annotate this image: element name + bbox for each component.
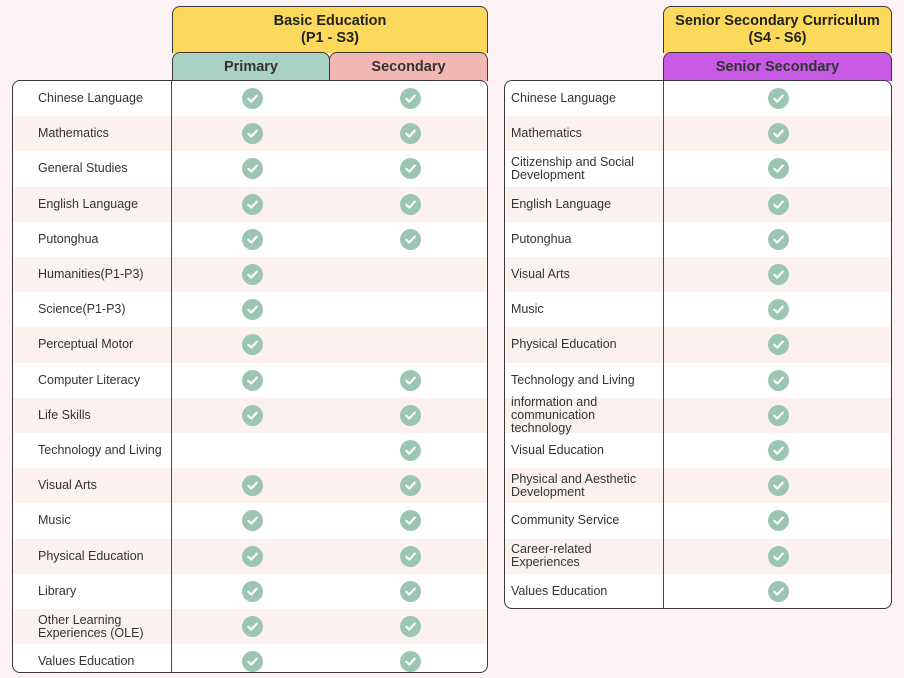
- secondary-check-icon: [400, 475, 421, 496]
- secondary-check-icon: [400, 440, 421, 461]
- table-row: [505, 468, 891, 503]
- table-row: [505, 327, 891, 362]
- senior-check-icon: [768, 264, 789, 285]
- primary-check-icon: [242, 370, 263, 391]
- basic-education-table: [12, 80, 488, 673]
- senior-check-icon: [768, 370, 789, 391]
- subject-label: Music: [38, 513, 71, 528]
- secondary-check-icon: [400, 581, 421, 602]
- subject-label: Putonghua: [511, 231, 572, 246]
- subject-label: Mathematics: [38, 126, 109, 141]
- table-row: [505, 539, 891, 574]
- senior-curriculum-title: Senior Secondary Curriculum: [675, 13, 880, 29]
- senior-curriculum-header: [663, 6, 892, 53]
- senior-check-icon: [768, 581, 789, 602]
- secondary-check-icon: [400, 405, 421, 426]
- subject-label: Physical Education: [38, 548, 144, 563]
- senior-check-icon: [768, 123, 789, 144]
- subject-label: Career-related Experiences: [511, 542, 592, 570]
- secondary-column-label: Secondary: [371, 59, 446, 75]
- subject-label: Physical Education: [511, 337, 617, 352]
- senior-check-icon: [768, 299, 789, 320]
- subject-label: Library: [38, 583, 77, 598]
- secondary-check-icon: [400, 651, 421, 672]
- subject-label: General Studies: [38, 161, 128, 176]
- table-row: [13, 222, 487, 257]
- basic-education-range: (P1 - S3): [300, 30, 359, 46]
- senior-check-icon: [768, 475, 789, 496]
- primary-check-icon: [242, 194, 263, 215]
- subject-label: Putonghua: [38, 231, 99, 246]
- subject-label: Mathematics: [511, 126, 582, 141]
- table-row: [13, 81, 487, 116]
- subject-label: Technology and Living: [511, 372, 635, 387]
- secondary-column-header: [329, 52, 488, 81]
- subject-label: Values Education: [38, 654, 135, 669]
- table-row: [505, 116, 891, 151]
- senior-check-icon: [768, 546, 789, 567]
- subject-label: Science(P1-P3): [38, 302, 126, 317]
- senior-check-icon: [768, 229, 789, 250]
- secondary-check-icon: [400, 370, 421, 391]
- subject-label: Technology and Living: [38, 443, 162, 458]
- senior-check-icon: [768, 88, 789, 109]
- table-row: [505, 503, 891, 538]
- primary-check-icon: [242, 651, 263, 672]
- senior-curriculum-table: [504, 80, 892, 609]
- primary-column-label: Primary: [223, 59, 278, 75]
- primary-check-icon: [242, 264, 263, 285]
- table-row: [13, 433, 487, 468]
- primary-check-icon: [242, 546, 263, 567]
- senior-check-icon: [768, 158, 789, 179]
- senior-check-icon: [768, 334, 789, 355]
- table-row: [505, 292, 891, 327]
- primary-check-icon: [242, 299, 263, 320]
- senior-check-icon: [768, 440, 789, 461]
- primary-column-header: [172, 52, 330, 81]
- secondary-check-icon: [400, 158, 421, 179]
- senior-check-icon: [768, 194, 789, 215]
- table-row: [13, 468, 487, 503]
- primary-check-icon: [242, 158, 263, 179]
- primary-check-icon: [242, 581, 263, 602]
- table-row: [13, 398, 487, 433]
- table-row: [505, 363, 891, 398]
- table-row: [505, 187, 891, 222]
- primary-check-icon: [242, 475, 263, 496]
- subject-label: Citizenship and Social Development: [511, 154, 634, 182]
- primary-check-icon: [242, 616, 263, 637]
- table-row: [13, 187, 487, 222]
- subject-label: Computer Literacy: [38, 372, 141, 387]
- subject-label: English Language: [38, 196, 139, 211]
- senior-check-icon: [768, 510, 789, 531]
- table-row: [13, 574, 487, 609]
- table-row: [13, 257, 487, 292]
- secondary-check-icon: [400, 194, 421, 215]
- subject-label: Visual Arts: [38, 478, 97, 493]
- secondary-check-icon: [400, 616, 421, 637]
- table-row: [505, 257, 891, 292]
- senior-secondary-column-label: Senior Secondary: [715, 59, 840, 75]
- table-row: [13, 292, 487, 327]
- primary-check-icon: [242, 88, 263, 109]
- secondary-check-icon: [400, 510, 421, 531]
- subject-label: Life Skills: [38, 407, 91, 422]
- subject-label: English Language: [511, 196, 612, 211]
- table-row: [505, 151, 891, 186]
- subject-label: Chinese Language: [38, 91, 143, 106]
- secondary-check-icon: [400, 546, 421, 567]
- table-row: [505, 81, 891, 116]
- subject-label: Humanities(P1-P3): [38, 267, 144, 282]
- primary-check-icon: [242, 123, 263, 144]
- table-row: [505, 574, 891, 609]
- table-row: [13, 644, 487, 673]
- primary-check-icon: [242, 334, 263, 355]
- subject-label: Visual Education: [511, 443, 604, 458]
- table-row: [13, 116, 487, 151]
- senior-secondary-column-header: [663, 52, 892, 81]
- table-row: [505, 222, 891, 257]
- table-row: [13, 539, 487, 574]
- table-row: [13, 609, 487, 644]
- senior-curriculum-range: (S4 - S6): [748, 30, 807, 46]
- table-row: [13, 327, 487, 362]
- subject-label: Community Service: [511, 513, 620, 528]
- basic-education-header: [172, 6, 488, 53]
- subject-label: Chinese Language: [511, 91, 616, 106]
- table-row: [13, 363, 487, 398]
- primary-check-icon: [242, 229, 263, 250]
- table-row: [505, 394, 891, 435]
- subject-label: Values Education: [511, 583, 608, 598]
- primary-check-icon: [242, 510, 263, 531]
- subject-label: Perceptual Motor: [38, 337, 134, 352]
- subject-label: Music: [511, 302, 544, 317]
- subject-label: Other Learning Experiences (OLE): [38, 612, 144, 640]
- table-row: [505, 433, 891, 468]
- secondary-check-icon: [400, 88, 421, 109]
- table-row: [13, 151, 487, 186]
- primary-check-icon: [242, 405, 263, 426]
- secondary-check-icon: [400, 229, 421, 250]
- secondary-check-icon: [400, 123, 421, 144]
- subject-label: information and communication technology: [511, 394, 598, 435]
- senior-check-icon: [768, 405, 789, 426]
- subject-label: Visual Arts: [511, 267, 570, 282]
- subject-label: Physical and Aesthetic Development: [511, 471, 637, 499]
- basic-education-title: Basic Education: [273, 13, 387, 29]
- table-row: [13, 503, 487, 538]
